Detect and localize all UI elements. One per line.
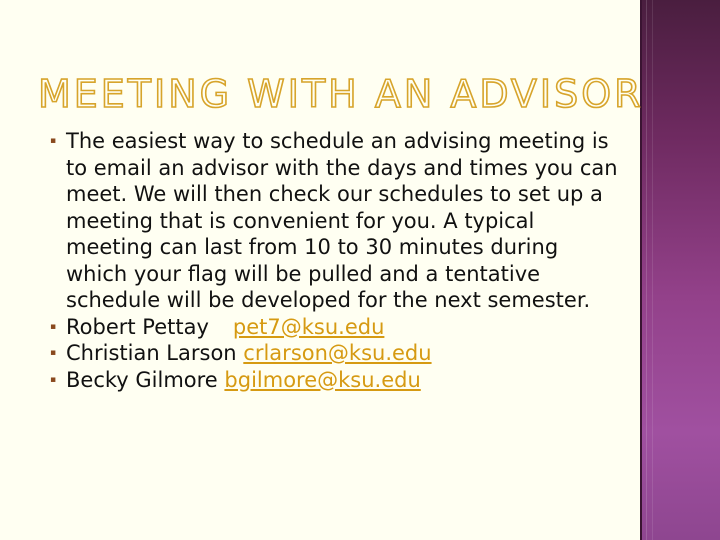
email-link[interactable]: pet7@ksu.edu [232, 314, 385, 339]
bullet-icon: ▪ [50, 374, 57, 385]
bullet-icon: ▪ [50, 348, 57, 358]
list-item-contact-gilmore [50, 367, 620, 394]
contact-name: Christian Larson [66, 341, 237, 365]
list-item-description [50, 128, 620, 314]
contact-name: Robert Pettay [66, 314, 209, 339]
email-link[interactable]: bgilmore@ksu.edu [224, 367, 421, 392]
decorative-side-band [640, 0, 720, 540]
description-text: The easiest way to schedule an advising meeting is to email an advisor with the days and times you can meet. We will then check our schedules to set up a meeting that is convenient for you. A typical meeting can last from 10 to 30 minutes during which your flag will be pulled and a tentative schedule will be developed for the next semester. [66, 129, 618, 312]
list-item-contact-pettay [50, 314, 620, 341]
bullet-icon: ▪ [50, 136, 57, 146]
contact-name: Becky Gilmore [66, 367, 218, 392]
bullet-list [50, 128, 620, 393]
slide-title: MEETING WITH AN ADVISOR [38, 72, 644, 116]
list-item-contact-larson [50, 340, 620, 367]
bullet-icon: ▪ [50, 321, 57, 332]
email-link[interactable]: crlarson@ksu.edu [243, 341, 432, 365]
